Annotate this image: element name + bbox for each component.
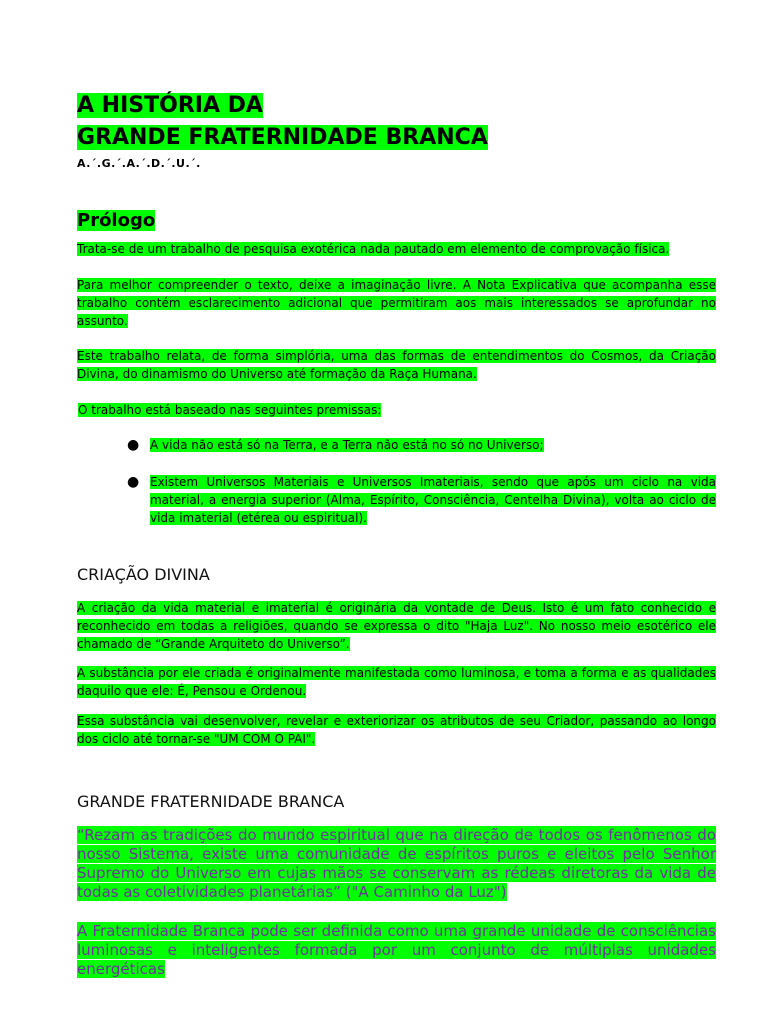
prologue-paragraph: Trata-se de um trabalho de pesquisa exotérica nada pautado em elemento de comprovação física. — [77, 242, 670, 256]
gfb-quote: “Rezam as tradições do mundo espiritual que na direção de todos os fenômenos do nosso Sistema, existe uma comunidade de espíritos puros e eleitos pelo Senhor Supremo do Universo em cujas mãos se conservam as rédeas diretoras da vida de todas as coletividades planetárias” ("A Caminho da Luz") — [77, 826, 716, 901]
criacao-paragraph: A substância por ele criada é originalmente manifestada como luminosa, e toma a forma e as qualidades daquilo que ele: É, Pensou e Ordenou. — [77, 666, 716, 698]
document-subtitle: A.´.G.´.A.´.D.´.U.´. — [77, 157, 201, 170]
prologue-heading: Prólogo — [77, 210, 156, 231]
document-title-line-2: GRANDE FRATERNIDADE BRANCA — [77, 125, 488, 150]
gfb-paragraph: A Fraternidade Branca pode ser definida como uma grande unidade de consciências luminosas e inteligentes formada por um conjunto de múltiplas unidades energéticas — [77, 922, 716, 978]
bullet-icon: ● — [127, 474, 140, 490]
criacao-paragraph: A criação da vida material e imaterial é originária da vontade de Deus. Isto é um fato conhecido e reconhecido em todas a religiões, quando se expressa o dito "Haja Luz". No nosso meio esotérico ele chamado de “Grande Arquiteto do Universo”. — [77, 601, 716, 651]
prologue-premises-intro: O trabalho está baseado nas seguintes premissas: — [78, 403, 382, 417]
document-title-line-1: A HISTÓRIA DA — [77, 93, 263, 118]
premise-list-item: ● Existem Universos Materiais e Universos Imateriais, sendo que após um ciclo na vida material, a energia superior (Alma, Espírito, Consciência, Centelha Divina), volta ao ciclo de vida imaterial (etérea ou espiritual). — [127, 474, 716, 525]
criacao-divina-heading: CRIAÇÃO DIVINA — [77, 565, 210, 584]
bullet-icon: ● — [127, 437, 140, 453]
prologue-paragraph: Este trabalho relata, de forma simplória, uma das formas de entendimentos do Cosmos, da Criação Divina, do dinamismo do Universo até formação da Raça Humana. — [77, 349, 716, 381]
criacao-paragraph: Essa substância vai desenvolver, revelar e exteriorizar os atributos de seu Criador, passando ao longo dos ciclo até tornar-se "UM COM O PAI". — [77, 714, 716, 746]
prologue-paragraph: Para melhor compreender o texto, deixe a imaginação livre. A Nota Explicativa que acompanha esse trabalho contém esclarecimento adicional que permitiram aos mais interessados se aprofundar no assunto. — [77, 278, 716, 328]
premise-list-item: ● A vida não está só na Terra, e a Terra não está no só no Universo; — [127, 437, 544, 453]
gfb-heading: GRANDE FRATERNIDADE BRANCA — [77, 792, 345, 811]
